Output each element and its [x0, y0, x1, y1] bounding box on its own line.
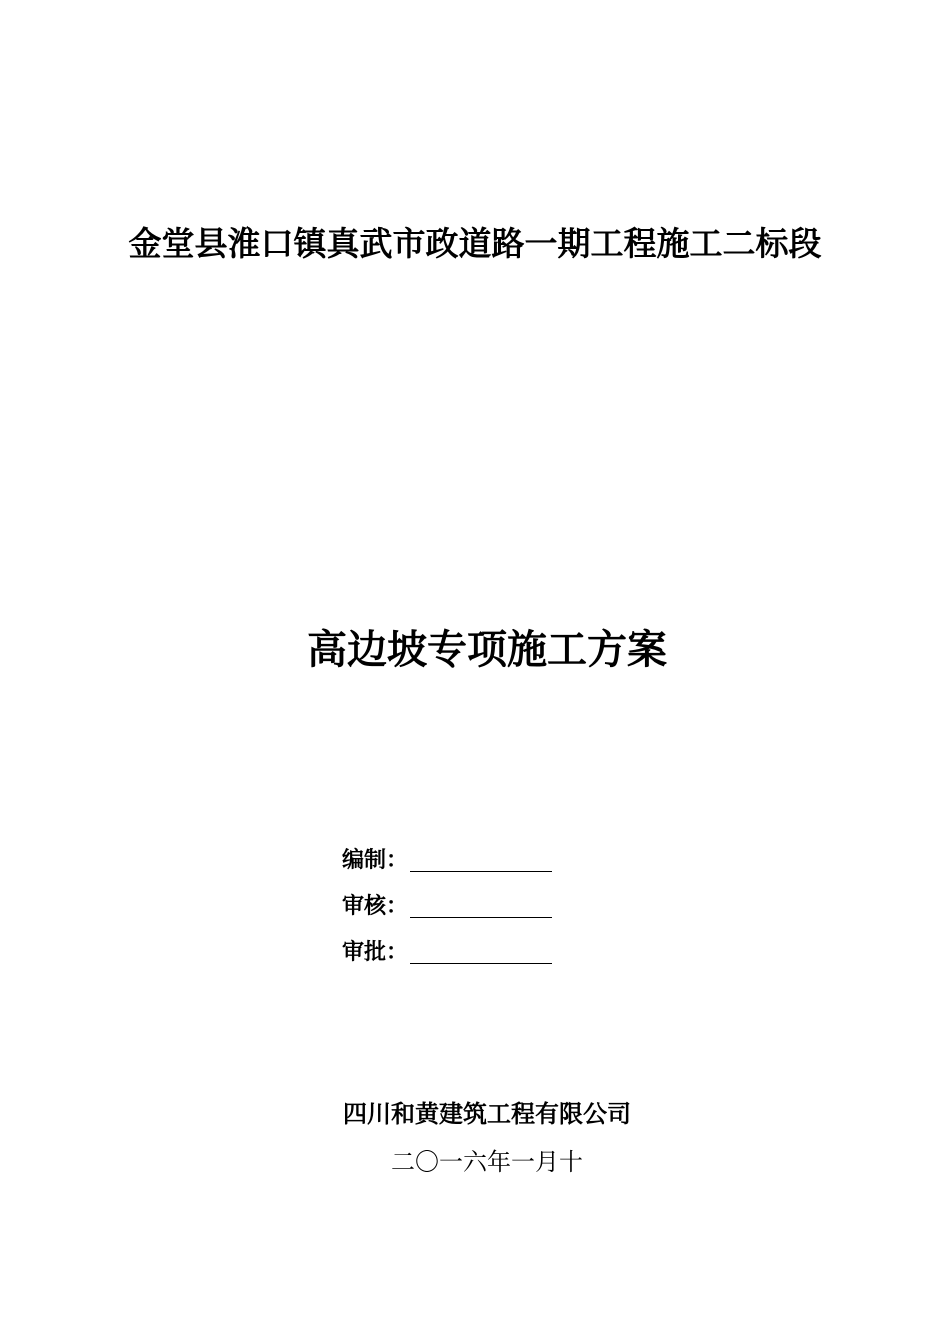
- signature-line-approve: [410, 963, 552, 964]
- document-title: 高边坡专项施工方案: [307, 626, 667, 673]
- signature-line-compile: [410, 871, 552, 872]
- signature-label-approve: 审批：: [342, 940, 409, 965]
- signature-line-review: [410, 917, 552, 918]
- document-date: 二〇一六年一月十: [391, 1148, 583, 1176]
- company-name: 四川和黄建筑工程有限公司: [343, 1100, 631, 1128]
- signature-row-approve: [342, 922, 602, 968]
- signature-label-compile: 编制：: [342, 848, 409, 873]
- signature-row-compile: [342, 830, 602, 876]
- signature-row-review: [342, 876, 602, 922]
- signature-label-review: 审核：: [342, 894, 409, 919]
- project-title: 金堂县淮口镇真武市政道路一期工程施工二标段: [128, 224, 822, 263]
- signature-block: [342, 830, 602, 968]
